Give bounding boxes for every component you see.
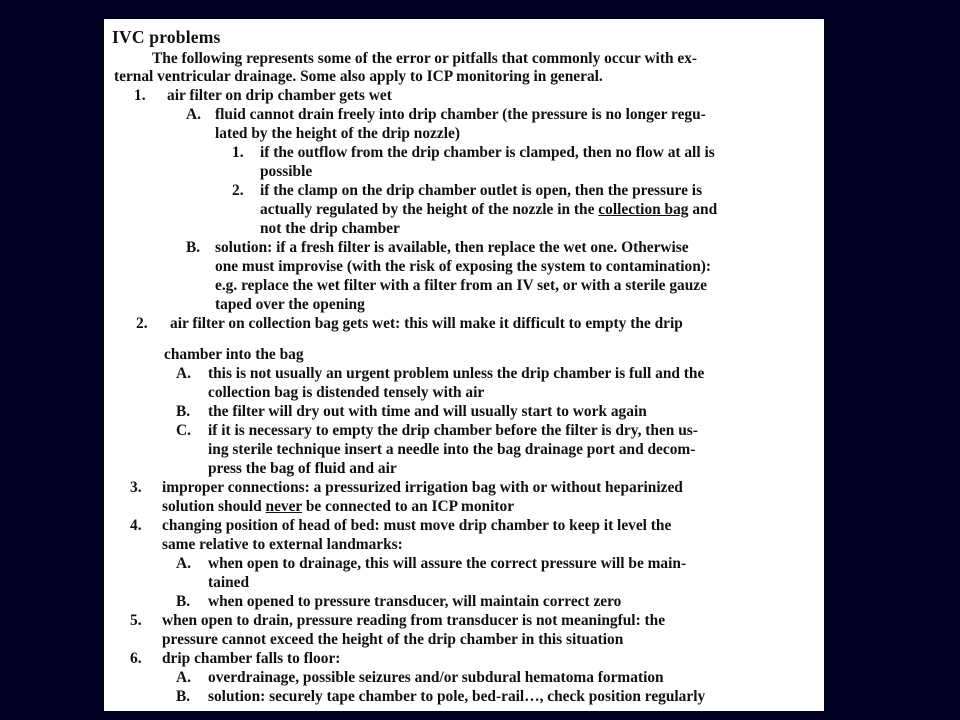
sub-item-label: B. xyxy=(176,403,191,420)
list-item: if the clamp on the drip chamber outlet is open, then the pressure is xyxy=(260,182,703,199)
list-item: air filter on drip chamber gets wet xyxy=(167,87,392,104)
list-item: when open to drainage, this will assure the correct pressure will be main- xyxy=(208,555,687,572)
list-item: ing sterile technique insert a needle into the bag drainage port and decom- xyxy=(208,441,696,458)
list-item: overdrainage, possible seizures and/or subdural hematoma formation xyxy=(208,669,664,686)
sub-item-label: B. xyxy=(186,239,201,256)
list-item: lated by the height of the drip nozzle) xyxy=(215,125,460,142)
list-item: not the drip chamber xyxy=(260,220,400,237)
list-item: changing position of head of bed: must move drip chamber to keep it level the xyxy=(162,517,672,534)
list-item: when open to drain, pressure reading from transducer is not meaningful: the xyxy=(162,612,666,629)
list-item: tained xyxy=(208,574,250,591)
item-number: 3. xyxy=(130,479,142,496)
list-item: taped over the opening xyxy=(215,296,365,313)
list-item: when opened to pressure transducer, will maintain correct zero xyxy=(208,593,622,610)
list-item xyxy=(260,200,717,219)
item-number: 1. xyxy=(134,87,146,104)
list-item: improper connections: a pressurized irrigation bag with or without heparinized xyxy=(162,479,683,496)
list-item: solution: securely tape chamber to pole, bed-rail…, check position regularly xyxy=(208,688,706,705)
list-item: drip chamber falls to floor: xyxy=(162,650,341,667)
sub-item-label: B. xyxy=(176,593,191,610)
text-span: actually regulated by the height of the nozzle in the xyxy=(260,201,599,218)
item-number: 4. xyxy=(130,517,142,534)
list-item: if it is necessary to empty the drip chamber before the filter is dry, then us- xyxy=(208,422,698,439)
underlined-text: collection bag xyxy=(598,201,689,218)
document-page xyxy=(104,19,824,711)
sub-item-number: 1. xyxy=(232,144,244,161)
item-number: 2. xyxy=(136,315,148,332)
list-item: chamber into the bag xyxy=(164,346,304,363)
sub-item-label: A. xyxy=(176,365,191,382)
item-number: 5. xyxy=(130,612,142,629)
list-item: one must improvise (with the risk of exposing the system to contamination): xyxy=(215,258,712,275)
list-item: the filter will dry out with time and will usually start to work again xyxy=(208,403,647,420)
sub-item-label: C. xyxy=(176,422,191,439)
list-item xyxy=(162,497,514,516)
list-item: fluid cannot drain freely into drip chamber (the pressure is no longer regu- xyxy=(215,106,706,123)
list-item: solution: if a fresh filter is available, then replace the wet one. Otherwise xyxy=(215,239,689,256)
list-item: if the outflow from the drip chamber is clamped, then no flow at all is xyxy=(260,144,715,161)
sub-item-number: 2. xyxy=(232,182,244,199)
text-span: solution should xyxy=(162,498,266,515)
list-item: air filter on collection bag gets wet: this will make it difficult to empty the drip xyxy=(170,315,683,332)
list-item: pressure cannot exceed the height of the drip chamber in this situation xyxy=(162,631,624,648)
underlined-text: never xyxy=(265,498,302,515)
list-item: this is not usually an urgent problem unless the drip chamber is full and the xyxy=(208,365,705,382)
intro-line: The following represents some of the error or pitfalls that commonly occur with ex- xyxy=(152,50,698,67)
sub-item-label: B. xyxy=(176,688,191,705)
list-item: possible xyxy=(260,163,313,180)
text-span: and xyxy=(688,201,718,218)
item-number: 6. xyxy=(130,650,142,667)
list-item: press the bag of fluid and air xyxy=(208,460,397,477)
intro-line: ternal ventricular drainage. Some also apply to ICP monitoring in general. xyxy=(114,68,603,85)
list-item: same relative to external landmarks: xyxy=(162,536,403,553)
list-item: e.g. replace the wet filter with a filter from an IV set, or with a sterile gauze xyxy=(215,277,707,294)
sub-item-label: A. xyxy=(176,555,191,572)
list-item: collection bag is distended tensely with air xyxy=(208,384,485,401)
text-span: be connected to an ICP monitor xyxy=(302,498,515,515)
page-title: IVC problems xyxy=(112,27,221,47)
sub-item-label: A. xyxy=(176,669,191,686)
sub-item-label: A. xyxy=(186,106,201,123)
